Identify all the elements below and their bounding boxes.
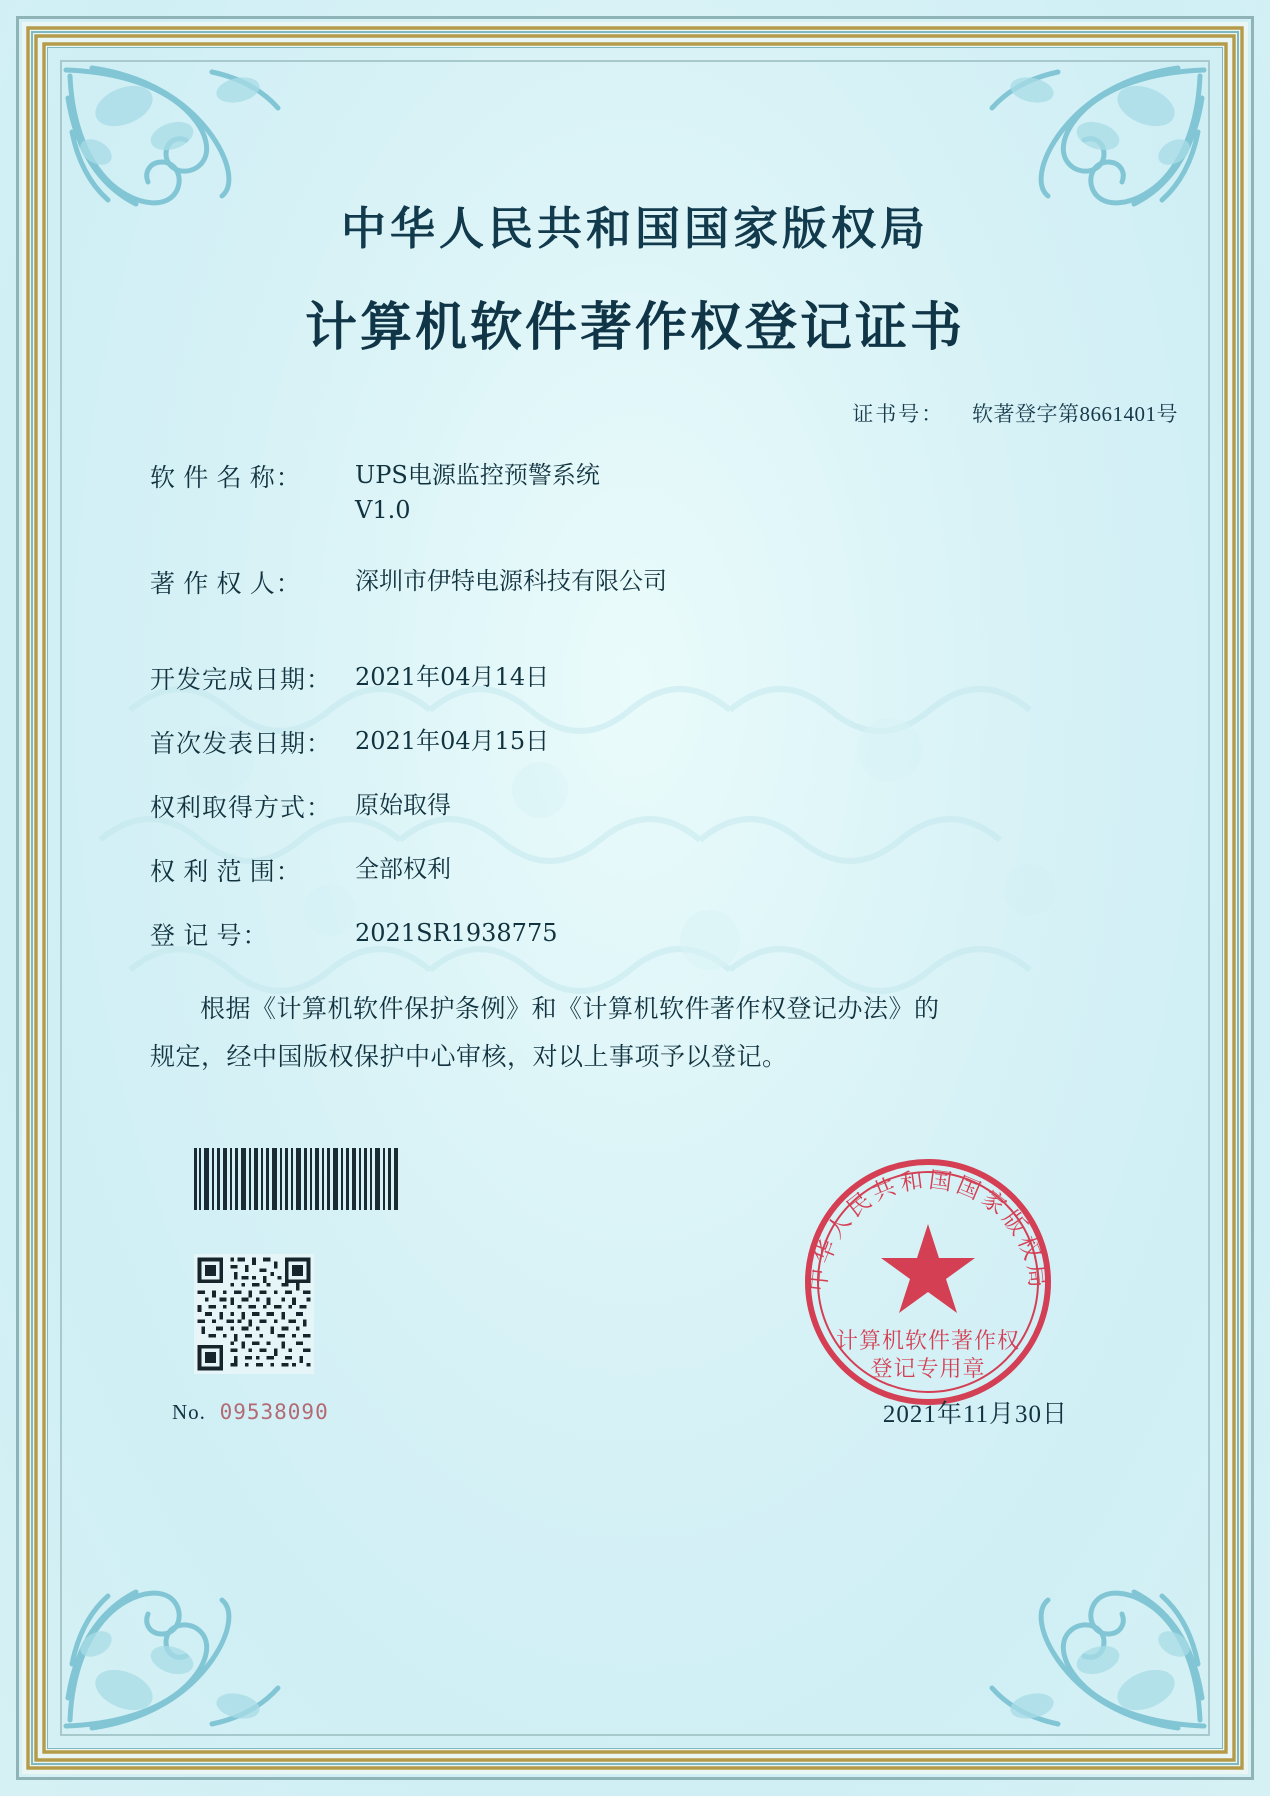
serial-number bbox=[172, 1400, 329, 1425]
field-label: 权利取得方式： bbox=[150, 794, 333, 822]
field-label: 登 记 号： bbox=[150, 922, 269, 950]
serial-prefix: No. bbox=[172, 1400, 206, 1424]
barcode bbox=[192, 1148, 402, 1210]
field-value bbox=[355, 458, 600, 528]
field-label: 软 件 名 称： bbox=[150, 465, 302, 492]
svg-text:登记专用章: 登记专用章 bbox=[870, 1357, 986, 1382]
certificate-number-label: 证书号： bbox=[852, 402, 945, 426]
secondary-fields bbox=[62, 660, 1208, 952]
field-software-name bbox=[150, 458, 1168, 528]
field-label: 首次发表日期： bbox=[150, 730, 333, 758]
legal-statement bbox=[62, 986, 1208, 1084]
certificate-title: 计算机软件著作权登记证书 bbox=[304, 297, 965, 358]
field-copyright-owner bbox=[150, 564, 1168, 600]
issuing-authority-title: 中华人民共和国国家版权局 bbox=[340, 202, 929, 255]
legal-statement-line1: 根据《计算机软件保护条例》和《计算机软件著作权登记办法》的 bbox=[200, 995, 940, 1023]
field-value: 2021年04月15日 bbox=[355, 726, 550, 755]
field-value: 2021年04月14日 bbox=[355, 662, 550, 691]
field-value: 原始取得 bbox=[355, 790, 451, 819]
field-label: 权 利 范 围： bbox=[150, 858, 302, 886]
qr-code bbox=[194, 1254, 314, 1374]
svg-text:计算机软件著作权: 计算机软件著作权 bbox=[835, 1329, 1021, 1354]
field-development-date bbox=[150, 660, 1208, 696]
certificate-number-row bbox=[62, 398, 1208, 428]
field-value: 深圳市伊特电源科技有限公司 bbox=[355, 566, 667, 595]
field-value: 全部权利 bbox=[355, 854, 451, 883]
certificate-number-value: 软著登字第8661401号 bbox=[972, 402, 1178, 426]
issue-date: 2021年11月30日 bbox=[882, 1401, 1068, 1428]
field-label: 著 作 权 人： bbox=[150, 570, 302, 598]
field-first-publish-date bbox=[150, 724, 1208, 760]
certificate-footer bbox=[62, 1132, 1208, 1462]
official-seal bbox=[798, 1152, 1058, 1412]
field-acquisition-method bbox=[150, 788, 1208, 824]
field-registration-number bbox=[150, 916, 1208, 952]
software-name-line2: V1.0 bbox=[355, 495, 411, 524]
software-name-line1: UPS电源监控预警系统 bbox=[355, 461, 600, 489]
field-label: 开发完成日期： bbox=[150, 666, 333, 694]
primary-fields bbox=[62, 458, 1208, 600]
field-value: 2021SR1938775 bbox=[355, 918, 558, 947]
legal-statement-line2: 规定，经中国版权保护中心审核，对以上事项予以登记。 bbox=[150, 1044, 788, 1072]
certificate-content bbox=[62, 62, 1208, 1734]
field-rights-scope bbox=[150, 852, 1208, 888]
serial-value: 09538090 bbox=[219, 1400, 329, 1424]
svg-text:中华人民共和国国家版权局: 中华人民共和国国家版权局 bbox=[805, 1167, 1051, 1293]
